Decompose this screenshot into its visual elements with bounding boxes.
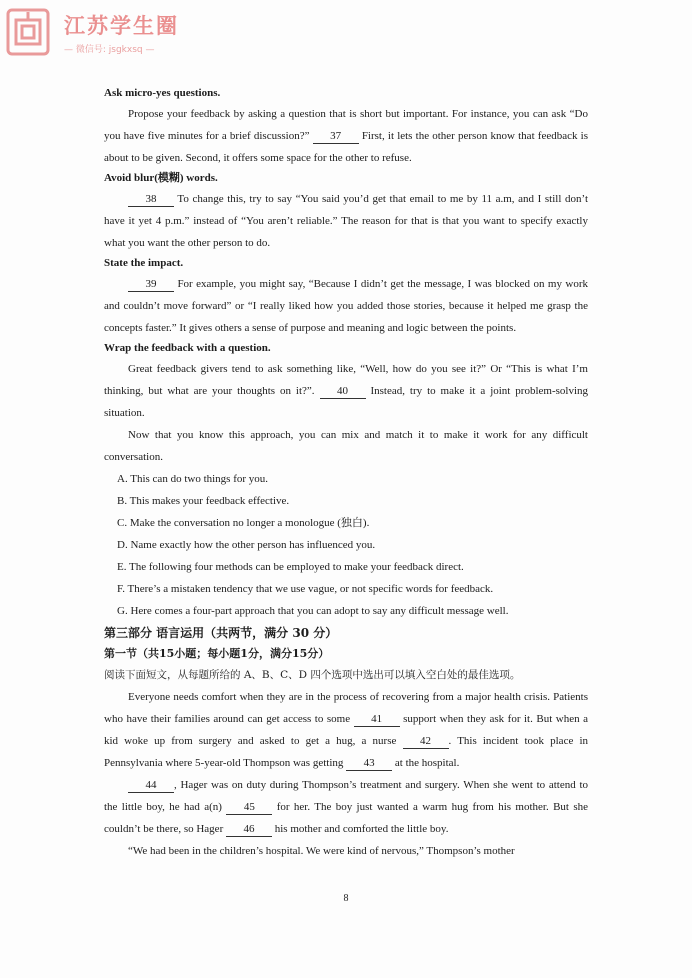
part3-title: 第三部分 语言运用（共两节，满分 30 分） xyxy=(104,626,338,640)
option-g: G. Here comes a four-part approach that you can adopt to say any difficult message well. xyxy=(117,605,509,617)
part3-instruction: 阅读下面短文，从每题所给的 A、B、C、D 四个选项中选出可以填入空白处的最佳选项。 xyxy=(104,669,521,681)
option-a: A. This can do two things for you. xyxy=(117,473,269,485)
blank-43: 43 xyxy=(346,757,392,771)
heading-micro-yes: Ask micro-yes questions. xyxy=(104,87,221,99)
blank-39: 39 xyxy=(128,278,174,292)
heading-wrap-feedback: Wrap the feedback with a question. xyxy=(104,342,271,354)
blank-41: 41 xyxy=(354,713,400,727)
logo-subtitle: — 微信号: jsgkxsq — xyxy=(64,45,155,55)
paragraph-closing: Now that you know this approach, you can mix and match it to make it work for any difficult conversation. xyxy=(104,429,588,463)
paragraph-micro-yes: Propose your feedback by asking a question that is short but important. For instance, you can ask “Do you have five minutes for a brief discussion?” 37 First, it lets the other person know that feedback is about to be given. Second, it offers some space for the other to refuse. xyxy=(104,108,588,164)
blank-37: 37 xyxy=(313,130,359,144)
option-b: B. This makes your feedback effective. xyxy=(117,495,290,507)
paragraph-state-impact: 39 For example, you might say, “Because I didn’t get the message, I was blocked on my work and couldn’t move forward” or “I really liked how you added those stories, because it helped me grasp the concepts faster.” It gives others a sense of purpose and meaning and logic between the points. xyxy=(104,278,588,334)
part3-subtitle: 第一节（共15小题；每小题1分，满分15分） xyxy=(104,647,330,660)
blank-38: 38 xyxy=(128,193,174,207)
blank-45: 45 xyxy=(226,801,272,815)
heading-state-impact: State the impact. xyxy=(104,257,184,269)
option-e: E. The following four methods can be employed to make your feedback direct. xyxy=(117,561,464,573)
paragraph-wrap-feedback: Great feedback givers tend to ask something like, “Well, how do you see it?” Or “This is what I’m thinking, but what are your thoughts on it?”. 40 Instead, try to make it a joint problem-solving situation. xyxy=(104,363,589,419)
logo-mark-icon xyxy=(6,8,50,56)
blank-40: 40 xyxy=(320,385,366,399)
cloze-paragraph-2: 44 , Hager was on duty during Thompson’s treatment and surgery. When she went to attend to the little boy, he had a(n) 45 for her. The boy just wanted a warm hug from his mother. But she couldn’t be there, so Hager 46 his mother and comforted the little boy. xyxy=(104,779,588,835)
header-logo xyxy=(6,6,196,60)
option-c: C. Make the conversation no longer a monologue (独白). xyxy=(117,517,370,529)
paragraph-avoid-blur: 38 To change this, try to say “You said you’d get that email to me by 11 a.m, and I still don’t have it yet 4 p.m.” instead of “You aren’t reliable.” The reason for that is that you want to specify exactly what you want the other person to do. xyxy=(104,193,589,249)
page-number: 8 xyxy=(343,893,349,904)
cloze-paragraph-3: “We had been in the children’s hospital. We were kind of nervous,” Thompson’s mother xyxy=(128,845,515,857)
option-f: F. There’s a mistaken tendency that we use vague, or not specific words for feedback. xyxy=(117,583,494,595)
blank-42: 42 xyxy=(403,735,449,749)
blank-44: 44 xyxy=(128,779,174,793)
logo-title: 江苏学生圈 xyxy=(64,14,179,38)
page-content xyxy=(104,84,588,862)
option-d: D. Name exactly how the other person has influenced you. xyxy=(117,539,376,551)
blank-46: 46 xyxy=(226,823,272,837)
heading-avoid-blur: Avoid blur(模糊) words. xyxy=(104,172,218,184)
cloze-paragraph-1: Everyone needs comfort when they are in the process of recovering from a major health crisis. Patients who have their families around can get access to some 41 support when they ask for it. But when a kid woke up from surgery and asked to get a hug, a nurse 42 . This incident took place in Pennsylvania where 5-year-old Thompson was getting 43 at the hospital. xyxy=(104,691,589,769)
